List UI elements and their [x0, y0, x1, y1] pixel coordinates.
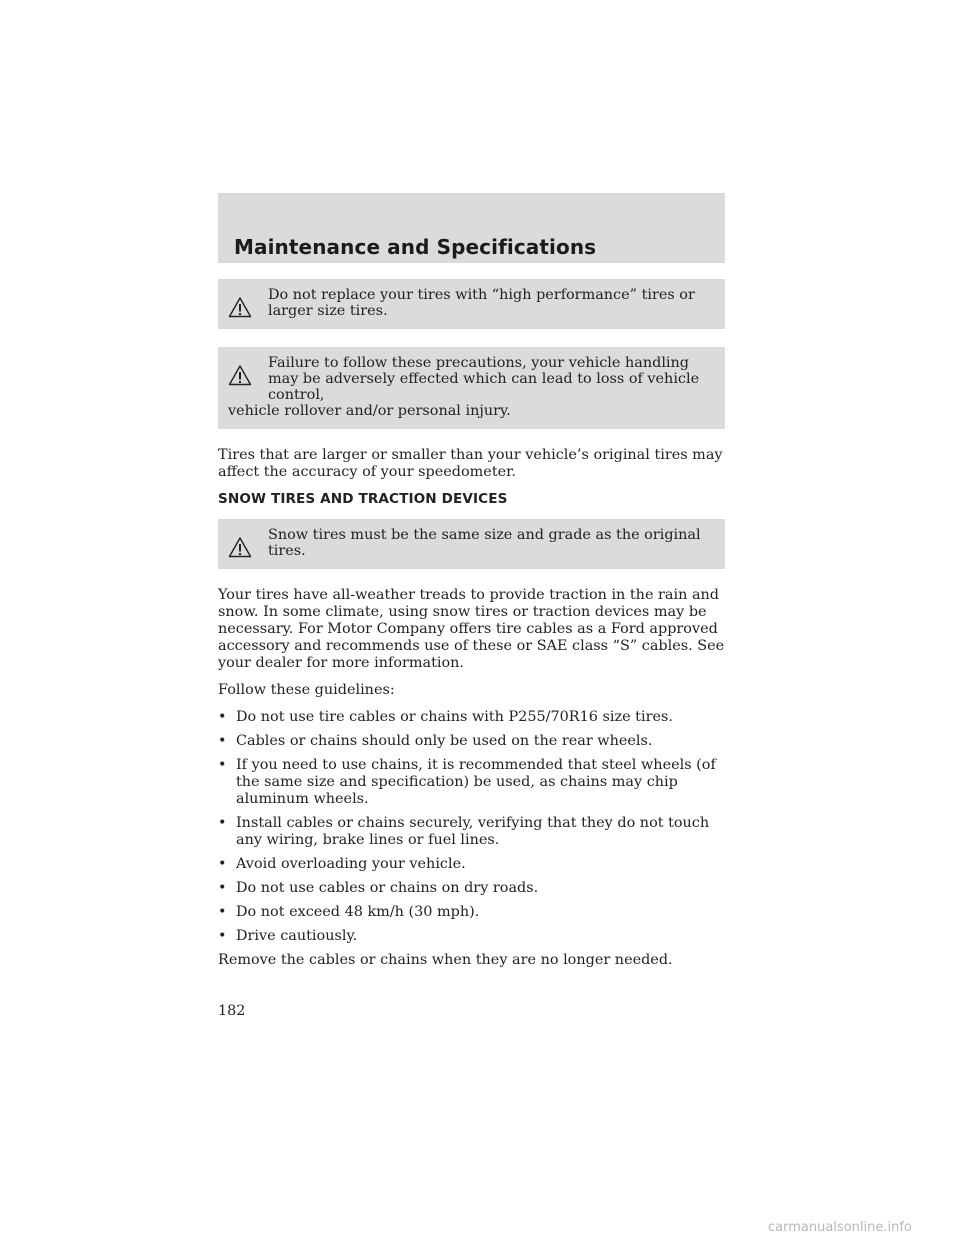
- list-item-text: Do not exceed 48 km/h (30 mph).: [236, 904, 480, 920]
- list-item: [218, 904, 725, 921]
- bullet-marker: •: [218, 733, 227, 749]
- list-item: [218, 733, 725, 750]
- warning-box-performance-tires: [218, 279, 725, 329]
- list-item-text: Cables or chains should only be used on the rear wheels.: [236, 733, 653, 749]
- page-number: 182: [218, 1003, 246, 1019]
- list-item: [218, 757, 725, 808]
- section-heading-snow-tires: SNOW TIRES AND TRACTION DEVICES: [218, 491, 508, 507]
- warning-text-full-width: vehicle rollover and/or personal injury.: [228, 403, 511, 419]
- guidelines-list: [218, 709, 725, 945]
- bullet-marker: •: [218, 880, 227, 896]
- paragraph-speedometer: Tires that are larger or smaller than your vehicle’s original tires may affect the accuracy of your speedometer.: [218, 447, 723, 480]
- bullet-marker: •: [218, 757, 227, 773]
- list-item: [218, 709, 725, 726]
- watermark-text: carmanualsonline.info: [768, 1220, 912, 1235]
- bullet-marker: •: [218, 709, 227, 725]
- warning-triangle-icon: [228, 364, 252, 386]
- list-item: [218, 880, 725, 897]
- paragraph-closing: Remove the cables or chains when they are no longer needed.: [218, 952, 673, 968]
- list-item-text: Do not use tire cables or chains with P255/70R16 size tires.: [236, 709, 673, 725]
- list-item: [218, 928, 725, 945]
- paragraph-guidelines-intro: Follow these guidelines:: [218, 682, 395, 698]
- list-item-text: If you need to use chains, it is recommended that steel wheels (of the same size and specification) be used, as chains may chip aluminum wheels.: [236, 757, 716, 807]
- warning-triangle-icon: [228, 296, 252, 318]
- list-item-text: Install cables or chains securely, verifying that they do not touch any wiring, brake lines or fuel lines.: [236, 815, 710, 848]
- warning-text: Snow tires must be the same size and grade as the original tires.: [268, 527, 701, 559]
- warning-box-snow-tires: [218, 519, 725, 569]
- list-item-text: Do not use cables or chains on dry roads.: [236, 880, 539, 896]
- list-item-text: Drive cautiously.: [236, 928, 358, 944]
- warning-text-indented: Failure to follow these precautions, your vehicle handling may be adversely effected which can lead to loss of vehicle control,: [268, 355, 700, 403]
- list-item: [218, 815, 725, 849]
- bullet-marker: •: [218, 928, 227, 944]
- warning-text: Do not replace your tires with “high performance” tires or larger size tires.: [268, 287, 695, 319]
- header-band: [218, 193, 725, 263]
- list-item: [218, 856, 725, 873]
- bullet-marker: •: [218, 815, 227, 831]
- page-title: Maintenance and Specifications: [234, 235, 597, 259]
- paragraph-all-weather: Your tires have all-weather treads to provide traction in the rain and snow. In some climate, using snow tires or traction devices may be necessary. For Motor Company offers tire cables as a Ford approved accessory and recommends use of these or SAE class “S” cables. See your dealer for more information.: [218, 587, 725, 671]
- page-content: [218, 279, 725, 979]
- bullet-marker: •: [218, 904, 227, 920]
- bullet-marker: •: [218, 856, 227, 872]
- warning-box-precautions: [218, 347, 725, 429]
- list-item-text: Avoid overloading your vehicle.: [236, 856, 466, 872]
- warning-triangle-icon: [228, 536, 252, 558]
